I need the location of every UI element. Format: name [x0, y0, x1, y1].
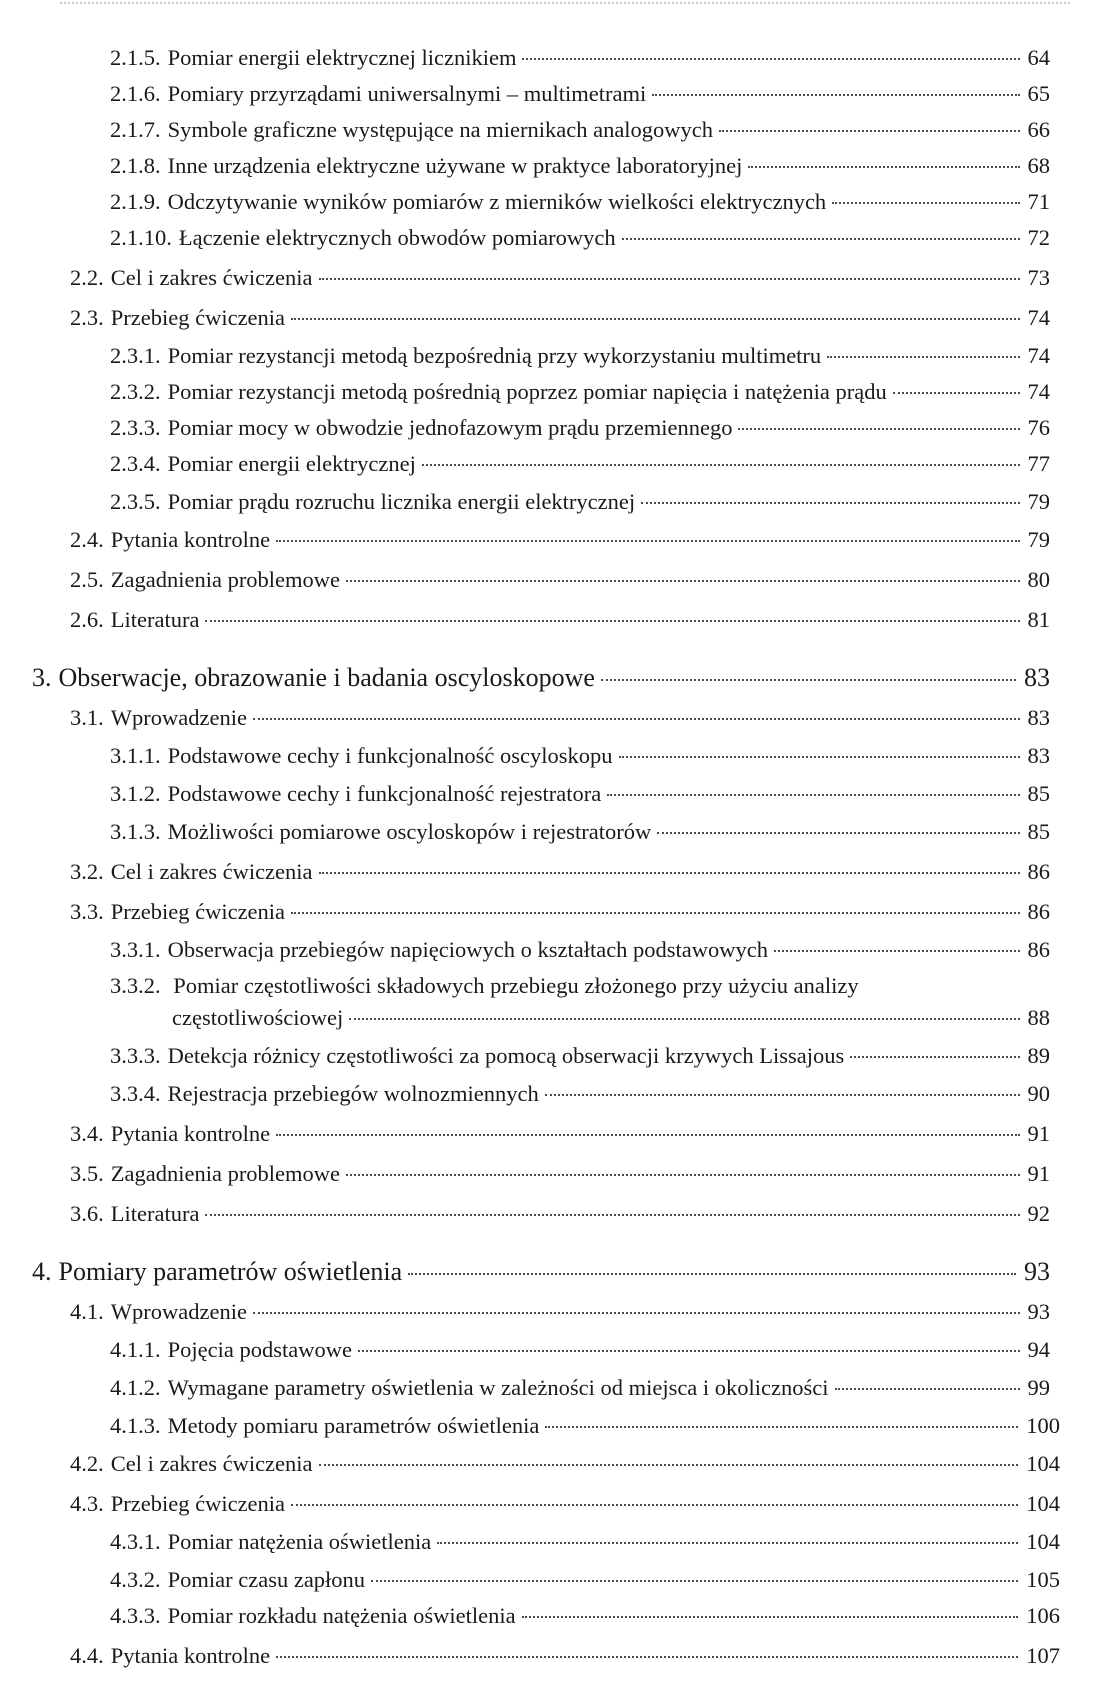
toc-entry-number: 2.3.4. — [110, 451, 161, 476]
toc-dot-leader — [253, 718, 1020, 720]
toc-entry-number: 4.1.1. — [110, 1337, 161, 1362]
toc-entry — [70, 1160, 1050, 1188]
toc-entry — [110, 1566, 1060, 1594]
toc-entry — [70, 898, 1050, 926]
toc-entry-page: 74 — [1027, 305, 1050, 330]
toc-entry-page: 68 — [1027, 153, 1050, 178]
toc-entry — [110, 450, 1050, 478]
toc-dot-leader — [719, 130, 1019, 132]
toc-dot-leader — [205, 1214, 1019, 1216]
toc-entry-page: 71 — [1027, 189, 1050, 214]
toc-entry-number: 2.1.7. — [110, 117, 161, 142]
toc-entry-page: 64 — [1027, 45, 1050, 70]
toc-dot-leader — [349, 1018, 1019, 1020]
toc-entry — [110, 152, 1050, 180]
toc-entry — [110, 116, 1050, 144]
toc-dot-leader — [738, 428, 1019, 430]
toc-entry-title: Odczytywanie wyników pomiarów z mierników wielkości elektrycznych — [167, 189, 827, 214]
toc-entry-page: 88 — [1027, 1005, 1050, 1030]
toc-entry-number: 3.1. — [70, 705, 104, 730]
toc-entry-title: Pomiar prądu rozruchu licznika energii elektrycznej — [167, 489, 636, 514]
toc-entry-number: 4.1.3. — [110, 1413, 161, 1438]
toc-entry-title: Detekcja różnicy częstotliwości za pomocą obserwacji krzywych Lissajous — [167, 1043, 845, 1068]
toc-entry-title: Przebieg ćwiczenia — [110, 305, 286, 330]
toc-dot-leader — [346, 1174, 1019, 1176]
toc-entry-page: 94 — [1027, 1337, 1050, 1362]
toc-entry-number: 4.4. — [70, 1643, 104, 1668]
toc-entry-number: 2.1.8. — [110, 153, 161, 178]
toc-entry-title: Pomiary przyrządami uniwersalnymi – multimetrami — [167, 81, 647, 106]
toc-entry-page: 83 — [1027, 705, 1050, 730]
toc-entry-title: Możliwości pomiarowe oscyloskopów i rejestratorów — [167, 819, 652, 844]
toc-entry-number: 4. — [32, 1257, 52, 1286]
toc-entry-page: 93 — [1027, 1299, 1050, 1324]
toc-entry-title: Obserwacja przebiegów napięciowych o kształtach podstawowych — [167, 937, 769, 962]
toc-dot-leader — [291, 912, 1019, 914]
toc-dot-leader — [652, 94, 1019, 96]
toc-entry-title: Pomiar rozkładu natężenia oświetlenia — [167, 1603, 516, 1628]
toc-entry-title: Pomiar energii elektrycznej licznikiem — [167, 45, 517, 70]
toc-entry-number: 3.3.1. — [110, 937, 161, 962]
toc-entry-title: Pomiar rezystancji metodą bezpośrednią przy wykorzystaniu multimetru — [167, 343, 822, 368]
toc-dot-leader — [319, 278, 1020, 280]
toc-entry-number: 3.6. — [70, 1201, 104, 1226]
toc-entry-page: 74 — [1027, 343, 1050, 368]
toc-entry — [110, 80, 1050, 108]
toc-entry-title: Pomiar natężenia oświetlenia — [167, 1529, 432, 1554]
toc-dot-leader — [607, 794, 1019, 796]
toc-chapter-entry — [32, 1256, 1050, 1288]
toc-entry-number: 4.3.1. — [110, 1529, 161, 1554]
toc-entry-number: 2.3.2. — [110, 379, 161, 404]
toc-entry-page: 86 — [1027, 859, 1050, 884]
toc-entry-number: 3.2. — [70, 859, 104, 884]
toc-entry-number: 2.1.5. — [110, 45, 161, 70]
toc-entry-page: 104 — [1026, 1529, 1060, 1554]
toc-entry-title: Zagadnienia problemowe — [110, 567, 341, 592]
toc-entry-page: 73 — [1027, 265, 1050, 290]
toc-entry — [110, 1042, 1050, 1070]
toc-entry-title: Pomiar mocy w obwodzie jednofazowym prądu przemiennego — [167, 415, 733, 440]
toc-entry — [70, 1200, 1050, 1228]
toc-dot-leader — [358, 1350, 1020, 1352]
toc-entry-page: 93 — [1024, 1257, 1050, 1286]
toc-entry-number: 2.1.9. — [110, 189, 161, 214]
toc-entry-title: Literatura — [110, 1201, 200, 1226]
toc-entry-title: Pytania kontrolne — [110, 1121, 271, 1146]
toc-entry — [172, 1004, 1050, 1032]
toc-entry-page: 85 — [1027, 781, 1050, 806]
toc-dot-leader — [408, 1273, 1016, 1275]
toc-entry — [110, 1374, 1050, 1402]
toc-dot-leader — [291, 1504, 1018, 1506]
toc-entry-page: 80 — [1027, 567, 1050, 592]
toc-entry — [110, 742, 1050, 770]
toc-entry — [110, 224, 1050, 252]
toc-entry-page: 91 — [1027, 1161, 1050, 1186]
toc-entry-title: Metody pomiaru parametrów oświetlenia — [167, 1413, 540, 1438]
toc-entry-page: 79 — [1027, 527, 1050, 552]
toc-entry-page: 90 — [1027, 1081, 1050, 1106]
toc-entry — [70, 304, 1050, 332]
toc-dot-leader — [850, 1056, 1019, 1058]
toc-entry-page: 76 — [1027, 415, 1050, 440]
toc-entry-title: Inne urządzenia elektryczne używane w praktyce laboratoryjnej — [167, 153, 743, 178]
toc-dot-leader — [276, 1134, 1019, 1136]
toc-entry-number: 2.1.6. — [110, 81, 161, 106]
toc-dot-leader — [319, 872, 1020, 874]
toc-entry-page: 104 — [1026, 1451, 1060, 1476]
toc-entry-title: Pomiary parametrów oświetlenia — [58, 1257, 403, 1286]
toc-entry-title: Cel i zakres ćwiczenia — [110, 1451, 313, 1476]
toc-entry-title: Podstawowe cechy i funkcjonalność rejestratora — [167, 781, 602, 806]
toc-entry-title: Podstawowe cechy i funkcjonalność oscyloskopu — [167, 743, 613, 768]
toc-entry-number: 2.3.3. — [110, 415, 161, 440]
toc-entry-number: 2.5. — [70, 567, 104, 592]
toc-entry — [110, 414, 1050, 442]
toc-dot-leader — [346, 580, 1019, 582]
toc-entry-number: 4.3.2. — [110, 1567, 161, 1592]
toc-entry-title: Wprowadzenie — [110, 705, 247, 730]
toc-entry-title: Pytania kontrolne — [110, 527, 271, 552]
toc-entry-page: 77 — [1027, 451, 1050, 476]
toc-entry-first-line — [110, 972, 859, 1000]
toc-entry-page: 89 — [1027, 1043, 1050, 1068]
toc-dot-leader — [827, 356, 1019, 358]
toc-entry-title: Pojęcia podstawowe — [167, 1337, 352, 1362]
toc-entry-title: Pomiar czasu zapłonu — [167, 1567, 366, 1592]
toc-entry-page: 81 — [1027, 607, 1050, 632]
toc-entry-title-continued: częstotliwościowej — [172, 1005, 344, 1030]
toc-entry-page: 66 — [1027, 117, 1050, 142]
toc-entry-number: 3.3.3. — [110, 1043, 161, 1068]
toc-entry — [110, 488, 1050, 516]
toc-entry-number: 4.1.2. — [110, 1375, 161, 1400]
toc-entry-title: Wymagane parametry oświetlenia w zależności od miejsca i okoliczności — [167, 1375, 829, 1400]
toc-entry-title: Łączenie elektrycznych obwodów pomiarowych — [178, 225, 616, 250]
toc-dot-leader — [622, 238, 1020, 240]
toc-entry-page: 91 — [1027, 1121, 1050, 1146]
toc-entry-number: 2.2. — [70, 265, 104, 290]
toc-dot-leader — [774, 950, 1019, 952]
toc-entry-number: 3.1.3. — [110, 819, 161, 844]
toc-entry-title: Pomiar częstotliwości składowych przebiegu złożonego przy użyciu analizy — [173, 973, 859, 998]
toc-entry-number: 3.4. — [70, 1121, 104, 1146]
toc-entry-number: 3.1.2. — [110, 781, 161, 806]
toc-entry-number: 3.3. — [70, 899, 104, 924]
toc-entry-page: 105 — [1026, 1567, 1060, 1592]
toc-entry-title: Cel i zakres ćwiczenia — [110, 265, 313, 290]
toc-entry-number: 3.3.2. — [110, 973, 161, 998]
toc-entry — [70, 858, 1050, 886]
toc-entry-page: 65 — [1027, 81, 1050, 106]
toc-entry-title: Przebieg ćwiczenia — [110, 1491, 286, 1516]
toc-entry — [70, 1298, 1050, 1326]
toc-entry-title: Rejestracja przebiegów wolnozmiennych — [167, 1081, 539, 1106]
toc-entry-page: 83 — [1027, 743, 1050, 768]
toc-entry-page: 86 — [1027, 937, 1050, 962]
toc-entry-number: 2.4. — [70, 527, 104, 552]
toc-entry-number: 4.3. — [70, 1491, 104, 1516]
toc-entry-number: 2.3. — [70, 305, 104, 330]
toc-entry — [110, 342, 1050, 370]
toc-entry-number: 3.3.4. — [110, 1081, 161, 1106]
toc-dot-leader — [545, 1426, 1018, 1428]
toc-entry — [70, 1642, 1060, 1670]
toc-dot-leader — [748, 166, 1019, 168]
toc-entry — [110, 1080, 1050, 1108]
toc-entry — [110, 44, 1050, 72]
toc-entry-number: 3.5. — [70, 1161, 104, 1186]
toc-entry-number: 2.3.5. — [110, 489, 161, 514]
toc-entry — [70, 1490, 1060, 1518]
toc-entry — [70, 566, 1050, 594]
toc-dot-leader — [522, 58, 1019, 60]
toc-dot-leader — [276, 540, 1019, 542]
toc-entry-page: 106 — [1026, 1603, 1060, 1628]
toc-entry — [110, 1412, 1060, 1440]
toc-dot-leader — [291, 318, 1019, 320]
toc-entry-title: Przebieg ćwiczenia — [110, 899, 286, 924]
toc-entry — [70, 1450, 1060, 1478]
toc-entry-page: 83 — [1024, 663, 1050, 692]
toc-entry-number: 2.6. — [70, 607, 104, 632]
toc-entry-page: 100 — [1026, 1413, 1060, 1438]
toc-entry-page: 86 — [1027, 899, 1050, 924]
toc-entry-title: Obserwacje, obrazowanie i badania oscyloskopowe — [58, 663, 595, 692]
toc-entry-page: 92 — [1027, 1201, 1050, 1226]
toc-dot-leader — [205, 620, 1019, 622]
toc-entry-page: 72 — [1027, 225, 1050, 250]
toc-dot-leader — [276, 1656, 1018, 1658]
toc-entry — [70, 1120, 1050, 1148]
toc-dot-leader — [253, 1312, 1020, 1314]
toc-entry-number: 4.2. — [70, 1451, 104, 1476]
toc-entry-page: 107 — [1026, 1643, 1060, 1668]
toc-dot-leader — [422, 464, 1020, 466]
toc-entry — [110, 936, 1050, 964]
toc-entry-number: 4.3.3. — [110, 1603, 161, 1628]
toc-entry — [70, 264, 1050, 292]
toc-dot-leader — [619, 756, 1020, 758]
toc-entry — [70, 526, 1050, 554]
toc-entry — [110, 378, 1050, 406]
toc-entry-number: 2.1.10. — [110, 225, 172, 250]
toc-dot-leader — [832, 202, 1019, 204]
toc-entry — [110, 188, 1050, 216]
toc-dot-leader — [641, 502, 1019, 504]
toc-entry — [110, 1528, 1060, 1556]
toc-entry-page: 85 — [1027, 819, 1050, 844]
toc-entry — [70, 704, 1050, 732]
toc-entry-number: 3. — [32, 663, 52, 692]
toc-entry-title: Wprowadzenie — [110, 1299, 247, 1324]
toc-entry-title: Pomiar rezystancji metodą pośrednią poprzez pomiar napięcia i natężenia prądu — [167, 379, 887, 404]
toc-entry-page: 79 — [1027, 489, 1050, 514]
toc-entry — [110, 1602, 1060, 1630]
toc-dot-leader — [601, 679, 1016, 681]
toc-entry-title: Symbole graficzne występujące na miernikach analogowych — [167, 117, 714, 142]
toc-entry-page: 104 — [1026, 1491, 1060, 1516]
toc-entry-title: Literatura — [110, 607, 200, 632]
toc-entry-title: Cel i zakres ćwiczenia — [110, 859, 313, 884]
toc-dot-leader — [657, 832, 1019, 834]
toc-dot-leader — [371, 1580, 1018, 1582]
toc-entry-title: Zagadnienia problemowe — [110, 1161, 341, 1186]
toc-dot-leader — [835, 1388, 1020, 1390]
toc-entry-title: Pytania kontrolne — [110, 1643, 271, 1668]
toc-dot-leader — [437, 1542, 1018, 1544]
toc-entry — [110, 1336, 1050, 1364]
toc-entry-number: 2.3.1. — [110, 343, 161, 368]
toc-entry-title: Pomiar energii elektrycznej — [167, 451, 416, 476]
toc-entry-page: 99 — [1027, 1375, 1050, 1400]
toc-entry-page: 74 — [1027, 379, 1050, 404]
toc-entry-number: 3.1.1. — [110, 743, 161, 768]
toc-entry — [70, 606, 1050, 634]
toc-dot-leader — [545, 1094, 1020, 1096]
toc-dot-leader — [319, 1464, 1019, 1466]
toc-chapter-entry — [32, 662, 1050, 694]
toc-dot-leader — [893, 392, 1020, 394]
toc-entry — [110, 780, 1050, 808]
toc-entry — [110, 818, 1050, 846]
toc-dot-leader — [522, 1616, 1019, 1618]
toc-entry-number: 4.1. — [70, 1299, 104, 1324]
